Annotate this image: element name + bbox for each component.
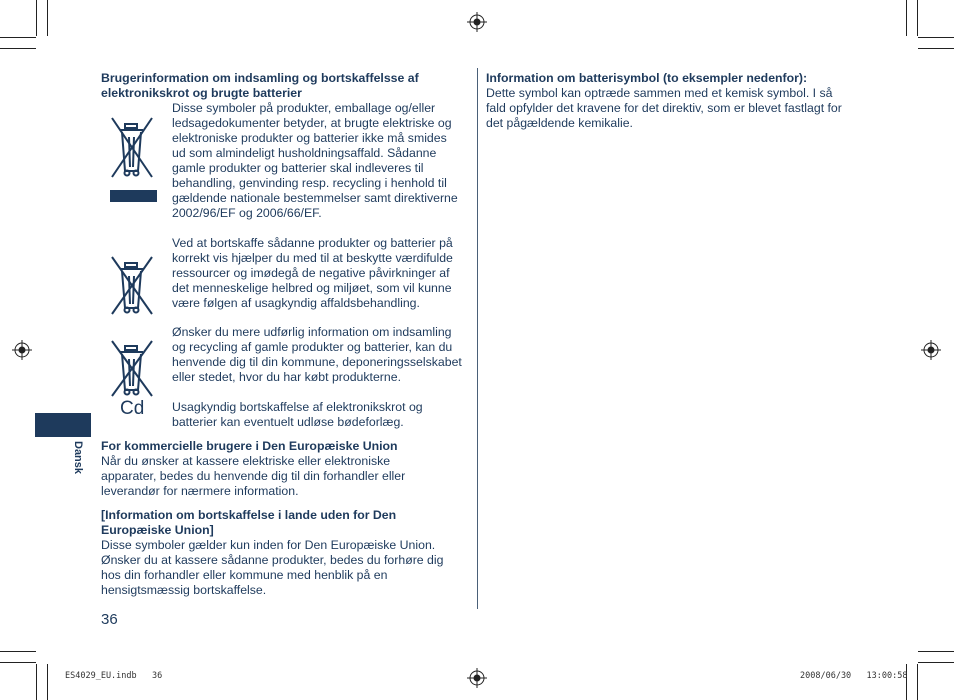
cadmium-symbol: Cd <box>120 398 145 419</box>
crop-mark <box>918 37 954 38</box>
crop-mark <box>0 662 36 663</box>
crossed-bin-icon <box>106 254 160 320</box>
footer-file-info: ES4029_EU.indb 36 <box>65 671 163 681</box>
crop-mark <box>36 664 37 700</box>
crop-mark <box>47 664 48 700</box>
crop-mark <box>918 651 954 652</box>
registration-mark-icon <box>921 340 941 360</box>
outside-eu-heading: [Information om bortskaffelse i lande uden for Den Europæiske Union] <box>101 508 397 537</box>
crop-mark <box>906 664 907 700</box>
disposal-paragraph-1: Disse symboler på produkter, emballage og/eller ledsagedokumenter betyder, at brugte elektriske og elektroniske produkter og batterier ikke må smides ud som almindeligt husholdningsaffald. Sådanne gamle produkter og batterier skal indleveres til behandling, genvinding resp. recycling i henhold til gældende nationale bestemmelser samt direktiverne 2002/96/EF og 2006/66/EF. <box>172 101 458 220</box>
crop-mark <box>906 0 907 36</box>
crop-mark <box>0 48 36 49</box>
footer-timestamp: 2008/06/30 13:00:58 <box>800 671 908 681</box>
crop-mark <box>917 664 918 700</box>
registration-mark-icon <box>467 668 487 688</box>
commercial-heading: For kommercielle brugere i Den Europæiske Union <box>101 439 398 453</box>
battery-symbol-text: Dette symbol kan optræde sammen med et kemisk symbol. I så fald opfylder det kravene for det direktiv, som er blevet fastlagt for det pågældende kemikalie. <box>486 86 842 130</box>
disposal-paragraph-2: Ved at bortskaffe sådanne produkter og batterier på korrekt vis hjælper du med til at beskytte værdifulde ressourcer og imødegå de negative påvirkninger af det menneskelige helbred og miljøet, som vil kunne være følgen af usagkyndig affaldsbehandling. <box>172 236 453 310</box>
language-label: Dansk <box>72 441 84 475</box>
language-tab <box>35 413 91 437</box>
disposal-paragraph-4: Usagkyndig bortskaffelse af elektronikskrot og batterier kan eventuelt udløse bødeforlæg. <box>172 400 423 429</box>
registration-mark-icon <box>467 12 487 32</box>
crossed-bin-cd-icon <box>106 340 160 402</box>
crop-mark <box>47 0 48 36</box>
crop-mark <box>918 48 954 49</box>
crop-mark <box>918 662 954 663</box>
disposal-heading: Brugerinformation om indsamling og bortskaffelsse af elektronikskrot og brugte batterier <box>101 71 419 100</box>
crop-mark <box>36 0 37 36</box>
crop-mark <box>0 37 36 38</box>
crossed-bin-icon <box>106 115 160 203</box>
page-number: 36 <box>101 611 118 628</box>
registration-mark-icon <box>12 340 32 360</box>
battery-symbol-heading: Information om batterisymbol (to eksempler nedenfor): <box>486 71 808 85</box>
crop-mark <box>0 651 36 652</box>
disposal-paragraph-3: Ønsker du mere udførlig information om indsamling og recycling af gamle produkter og batterier, kan du henvende dig til din kommune, deponeringsselskabet eller stedet, hvor du har købt produkterne. <box>172 325 462 384</box>
outside-eu-text: Disse symboler gælder kun inden for Den Europæiske Union. Ønsker du at kassere sådanne produkter, bedes du forhøre dig hos din forhandler eller kommune med henblik på en hensigtsmæssig bortskaffelse. <box>101 538 444 597</box>
column-divider <box>477 68 478 609</box>
commercial-text: Når du ønsker at kassere elektriske eller elektroniske apparater, bedes du henvende dig til din forhandler eller leverandør for nærmere information. <box>101 454 406 498</box>
crop-mark <box>917 0 918 36</box>
